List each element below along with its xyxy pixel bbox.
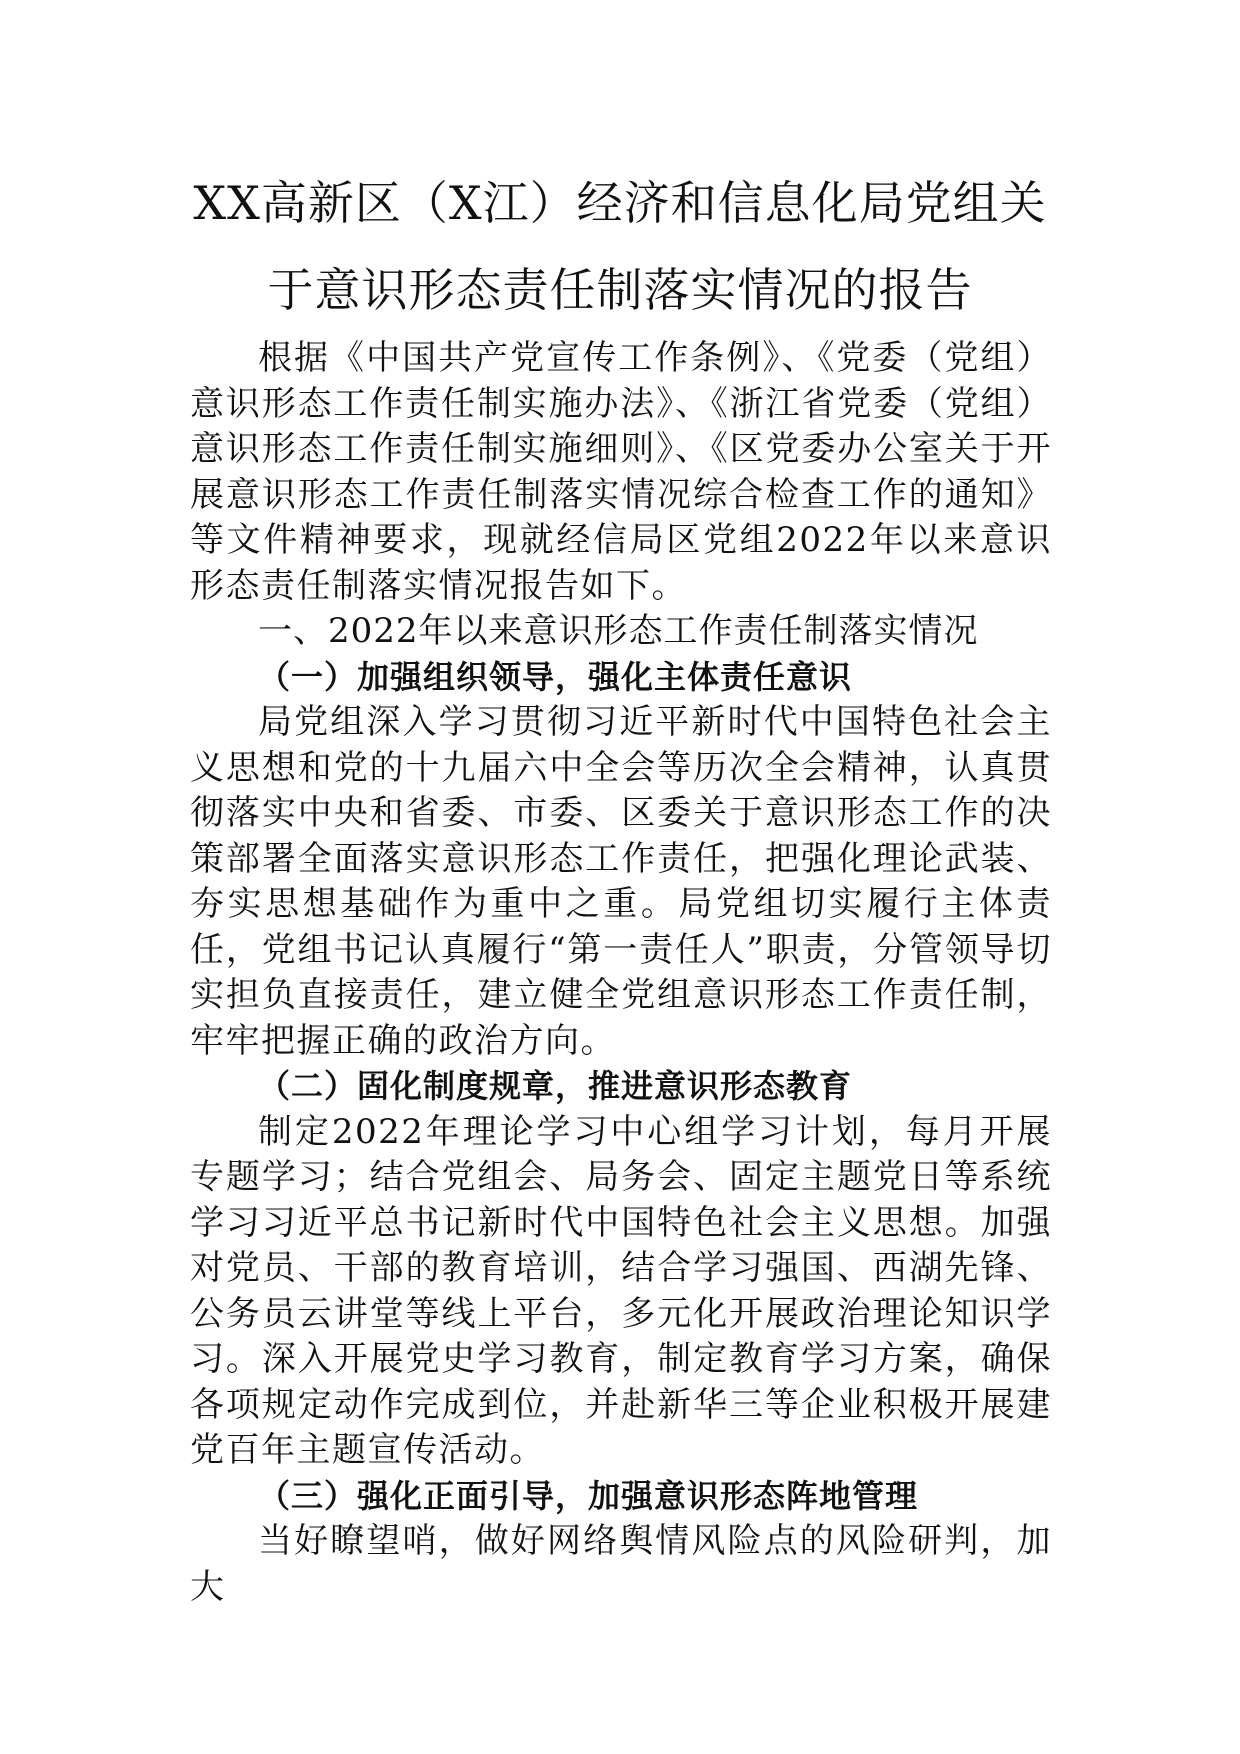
subsection-heading-2: （二）固化制度规章，推进意识形态教育	[258, 1067, 853, 1105]
subsection-heading-1: （一）加强组织领导，强化主体责任意识	[258, 657, 853, 696]
intro-paragraph: 根据《中国共产党宣传工作条例》、《党委（党组）意识形态工作责任制实施办法》、《浙江省党委（党组）意识形态工作责任制实施细则》、《区党委办公室关于开展意识形态工作责任制落实情况综合检查工作的通知》等文件精神要求，现就经信局区党组2022年以来意识形态责任制落实情况报告如下。	[190, 338, 1052, 606]
document-title-line-1: XX高新区（X江）经济和信息化局党组关	[193, 176, 1047, 230]
subsection-heading-3: （三）强化正面引导，加强意识形态阵地管理	[258, 1476, 919, 1515]
subsection-paragraph-3: 当好瞭望哨，做好网络舆情风险点的风险研判，加大	[190, 1521, 1052, 1607]
section-heading-1: 一、2022年以来意识形态工作责任制落实情况	[258, 611, 979, 651]
document-body	[190, 336, 1052, 1610]
subsection-paragraph-1: 局党组深入学习贯彻习近平新时代中国特色社会主义思想和党的十九届六中全会等历次全会精神，认真贯彻落实中央和省委、市委、区委关于意识形态工作的决策部署全面落实意识形态工作责任，把强化理论武装、夯实思想基础作为重中之重。局党组切实履行主体责任，党组书记认真履行“第一责任人”职责，分管领导切实担负直接责任，建立健全党组意识形态工作责任制，牢牢把握正确的政治方向。	[190, 702, 1052, 1061]
subsection-paragraph-2: 制定2022年理论学习中心组学习计划，每月开展专题学习；结合党组会、局务会、固定主题党日等系统学习习近平总书记新时代中国特色社会主义思想。加强对党员、干部的教育培训，结合学习强国、西湖先锋、公务员云讲堂等线上平台，多元化开展政治理论知识学习。深入开展党史学习教育，制定教育学习方案，确保各项规定动作完成到位，并赴新华三等企业积极开展建党百年主题宣传活动。	[190, 1111, 1052, 1470]
document-title-line-2: 于意识形态责任制落实情况的报告	[267, 263, 973, 317]
